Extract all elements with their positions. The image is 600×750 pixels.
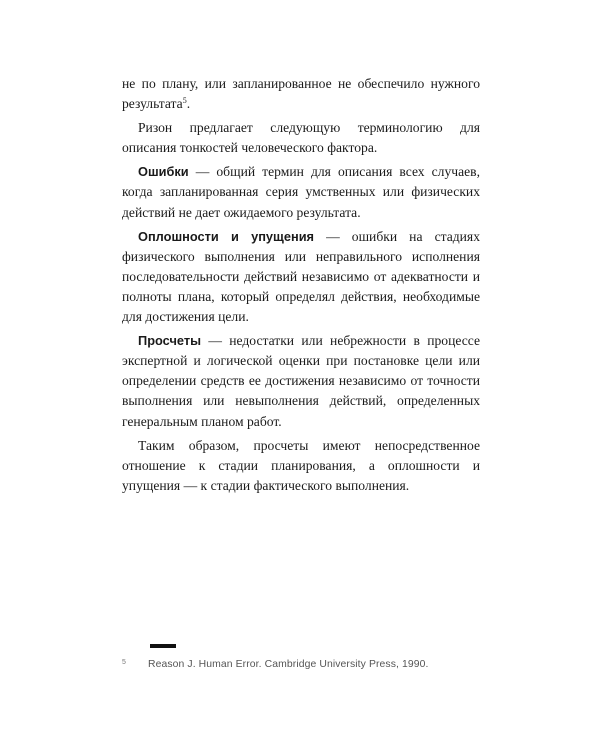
body-text xyxy=(122,74,480,500)
paragraph-4 xyxy=(122,227,480,327)
term-slips-lapses: Оплошности и упущения xyxy=(138,228,315,244)
paragraph-3 xyxy=(122,162,480,222)
paragraph-1 xyxy=(122,74,480,114)
footnote-divider xyxy=(150,644,176,648)
paragraph-3-text: — общий термин для описания всех случаев, когда запланированная серия умственных или физических действий не дает ожидаемого результата. xyxy=(122,164,480,220)
term-mistakes: Просчеты xyxy=(138,333,202,349)
paragraph-4-text: — ошибки на стадиях физического выполнения или неправильного исполнения последовательности действий независимо от адекватности и полноты плана, который определял действия, необходимые для достижения цели. xyxy=(122,228,480,325)
paragraph-1-text: не по плану, или запланированное не обеспечило нужного результата xyxy=(122,76,480,112)
paragraph-5 xyxy=(122,331,480,431)
footnote-text: Reason J. Human Error. Cambridge University Press, 1990. xyxy=(148,659,429,670)
paragraph-2 xyxy=(122,118,480,158)
paragraph-6-text: Таким образом, просчеты имеют непосредственное отношение к стадии планирования, а оплошности и упущения — к стадии фактического выполнения. xyxy=(122,437,480,493)
paragraph-6 xyxy=(122,436,480,496)
term-errors: Ошибки xyxy=(138,164,189,180)
footnote-reference[interactable]: 5 xyxy=(182,96,187,106)
paragraph-1-end: . xyxy=(186,96,191,112)
paragraph-2-text: Ризон предлагает следующую терминологию для описания тонкостей человеческого фактора. xyxy=(122,120,480,156)
paragraph-5-text: — недостатки или небрежности в процессе экспертной и логической оценки при постановке цели или определении средств ее достижения независимо от точности выполнения или невыполнения действий, определенных генеральным планом работ. xyxy=(122,333,480,429)
footnote-number: 5 xyxy=(122,659,126,666)
footnote xyxy=(122,656,482,672)
